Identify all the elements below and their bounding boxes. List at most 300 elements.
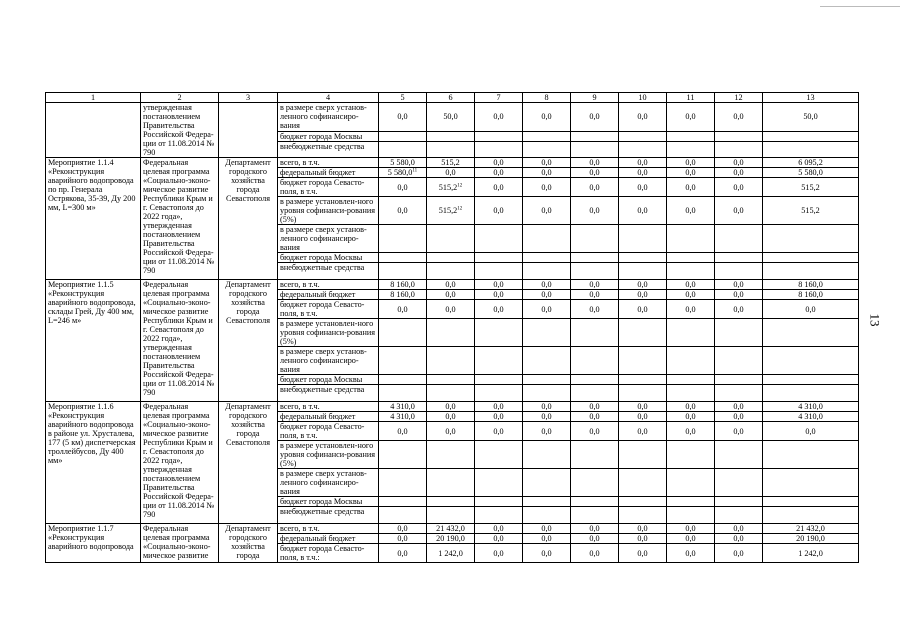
amount-value: 0,0 <box>541 206 552 215</box>
amount-value: 0,0 <box>493 412 504 421</box>
amount-cell <box>475 375 523 385</box>
amount-value: 6 095,2 <box>798 158 823 167</box>
amount-value: 0,0 <box>685 290 696 299</box>
amount-value: 0,0 <box>685 548 696 558</box>
amount-value: 20 190,0 <box>796 534 825 543</box>
program-name: Федеральная целевая программа «Социально-эконо-мическое развитие Республики Крым и г. Севастополя до 2022 года», утвержденная постановлением Правительства Российской Федера-ции от 11.08.2014 № 790 <box>141 158 219 280</box>
amount-cell <box>715 412 763 422</box>
amount-cell <box>379 544 427 563</box>
column-number: 9 <box>571 93 619 103</box>
amount-cell <box>619 197 667 225</box>
amount-cell <box>667 253 715 263</box>
amount-value: 0,0 <box>541 280 552 289</box>
amount-cell <box>427 280 475 290</box>
amount-cell <box>475 141 523 157</box>
amount-cell: 0,0 <box>475 103 523 132</box>
amount-cell <box>379 319 427 347</box>
m114-row <box>46 158 859 168</box>
amount-cell <box>379 225 427 253</box>
funding-source: федеральный бюджет <box>278 168 379 178</box>
amount-value: 0,0 <box>733 290 744 299</box>
amount-cell <box>523 375 571 385</box>
amount-cell <box>715 253 763 263</box>
amount-value: 0,0 <box>541 290 552 299</box>
amount-cell <box>619 141 667 157</box>
funding-source: внебюджетные средства <box>278 141 379 157</box>
amount-cell: 0,0 <box>379 103 427 132</box>
amount-cell <box>619 178 667 197</box>
amount-cell <box>523 197 571 225</box>
amount-cell <box>379 375 427 385</box>
column-number: 1 <box>46 93 141 103</box>
responsible-executor <box>219 103 278 158</box>
amount-value: 0,0 <box>493 182 504 192</box>
amount-cell <box>475 319 523 347</box>
amount-value: 0,0 <box>589 412 600 421</box>
responsible-executor: Департамент городского хозяйства города Севастополя <box>219 280 278 402</box>
amount-cell <box>667 178 715 197</box>
amount-cell <box>667 469 715 497</box>
amount-value: 0,0 <box>637 412 648 421</box>
funding-source: всего, в т.ч. <box>278 158 379 168</box>
amount-value: 0,0 <box>541 412 552 421</box>
amount-cell <box>619 280 667 290</box>
amount-cell <box>715 497 763 507</box>
amount-cell <box>523 524 571 534</box>
amount-value: 5 580,0 <box>387 168 413 177</box>
amount-cell <box>763 469 859 497</box>
amount-cell <box>763 375 859 385</box>
amount-value: 4 310,0 <box>798 412 823 421</box>
amount-cell <box>571 158 619 168</box>
amount-cell <box>571 280 619 290</box>
amount-value: 0,0 <box>541 524 552 533</box>
funding-source: федеральный бюджет <box>278 534 379 544</box>
amount-cell <box>379 131 427 141</box>
amount-value: 0,0 <box>397 182 408 192</box>
funding-source: бюджет города Севасто-поля, в т.ч. <box>278 178 379 197</box>
amount-cell <box>571 131 619 141</box>
amount-value: 0,0 <box>733 304 744 314</box>
amount-cell <box>619 507 667 524</box>
amount-cell <box>475 225 523 253</box>
amount-cell <box>619 385 667 402</box>
amount-cell <box>667 385 715 402</box>
column-number: 11 <box>667 93 715 103</box>
amount-value: 0,0 <box>493 290 504 299</box>
amount-cell <box>379 300 427 319</box>
funding-source: внебюджетные средства <box>278 263 379 280</box>
footnote-ref: 12 <box>457 206 463 212</box>
amount-cell <box>379 253 427 263</box>
m115-row <box>46 280 859 290</box>
amount-value: 0,0 <box>733 402 744 411</box>
amount-cell <box>427 178 475 197</box>
column-number: 7 <box>475 93 523 103</box>
amount-value: 0,0 <box>733 280 744 289</box>
amount-cell <box>523 141 571 157</box>
amount-value: 0,0 <box>637 426 648 436</box>
amount-cell <box>523 507 571 524</box>
amount-cell <box>523 319 571 347</box>
funding-table <box>45 92 859 563</box>
amount-cell <box>571 178 619 197</box>
amount-cell: 0,0 <box>571 103 619 132</box>
amount-value: 1 242,0 <box>798 548 823 558</box>
amount-value: 0,0 <box>493 524 504 533</box>
amount-cell <box>475 469 523 497</box>
amount-value: 8 160,0 <box>390 290 415 299</box>
amount-cell <box>379 402 427 412</box>
amount-cell <box>571 497 619 507</box>
amount-value: 0,0 <box>733 524 744 533</box>
amount-cell <box>475 441 523 469</box>
amount-cell <box>379 290 427 300</box>
amount-cell <box>475 544 523 563</box>
amount-value: 0,0 <box>685 304 696 314</box>
amount-cell <box>763 412 859 422</box>
amount-value: 0,0 <box>589 280 600 289</box>
amount-value: 0,0 <box>589 158 600 167</box>
amount-cell <box>763 290 859 300</box>
amount-value: 0,0 <box>685 402 696 411</box>
amount-cell <box>667 347 715 375</box>
amount-cell <box>667 168 715 178</box>
program-name: утвержденная постановлением Правительства Российской Федера-ции от 11.08.2014 № 790 <box>141 103 219 158</box>
amount-cell <box>763 225 859 253</box>
program-name: Федеральная целевая программа «Социально-эконо-мическое развитие Республики Крым и г. Севастополя до 2022 года», утвержденная постановлением Правительства Российской Федера-ции от 11.08.2014 № 790 <box>141 402 219 524</box>
amount-cell <box>523 441 571 469</box>
amount-cell <box>523 131 571 141</box>
amount-value: 0,0 <box>445 168 456 177</box>
amount-cell <box>379 524 427 534</box>
amount-value: 0,0 <box>397 304 408 314</box>
funding-source: внебюджетные средства <box>278 507 379 524</box>
amount-cell <box>763 385 859 402</box>
measure-name: Мероприятие 1.1.4 «Реконструкция аварийного водопровода по пр. Генерала Острякова, 35-39, Ду 200 мм, L=300 м» <box>46 158 141 280</box>
amount-value: 0,0 <box>589 426 600 436</box>
amount-cell <box>427 422 475 441</box>
amount-cell <box>667 497 715 507</box>
amount-value: 0,0 <box>493 534 504 543</box>
amount-cell <box>379 441 427 469</box>
amount-value: 0,0 <box>397 426 408 436</box>
amount-cell <box>571 507 619 524</box>
amount-cell <box>667 300 715 319</box>
amount-cell <box>763 253 859 263</box>
amount-cell <box>475 497 523 507</box>
amount-cell <box>667 290 715 300</box>
amount-value: 0,0 <box>445 402 456 411</box>
funding-source: бюджет города Москвы <box>278 497 379 507</box>
amount-value: 0,0 <box>493 158 504 167</box>
amount-cell <box>667 280 715 290</box>
amount-cell <box>571 544 619 563</box>
amount-value: 0,0 <box>637 280 648 289</box>
amount-cell <box>475 402 523 412</box>
amount-cell <box>619 263 667 280</box>
amount-value: 0,0 <box>541 158 552 167</box>
amount-value: 0,0 <box>397 524 408 533</box>
amount-value: 0,0 <box>397 534 408 543</box>
amount-cell <box>667 422 715 441</box>
amount-cell <box>619 422 667 441</box>
amount-cell <box>379 168 427 178</box>
amount-cell <box>619 497 667 507</box>
amount-cell <box>571 225 619 253</box>
amount-cell <box>475 524 523 534</box>
amount-cell <box>475 347 523 375</box>
amount-cell <box>523 263 571 280</box>
amount-cell <box>475 290 523 300</box>
amount-cell <box>715 402 763 412</box>
amount-cell <box>571 441 619 469</box>
amount-cell <box>715 347 763 375</box>
amount-cell <box>619 441 667 469</box>
amount-value: 0,0 <box>685 412 696 421</box>
amount-value: 0,0 <box>589 304 600 314</box>
amount-value: 0,0 <box>733 158 744 167</box>
amount-cell <box>379 263 427 280</box>
amount-cell <box>667 412 715 422</box>
column-number: 4 <box>278 93 379 103</box>
m116-row <box>46 402 859 412</box>
amount-cell <box>571 141 619 157</box>
amount-cell <box>667 524 715 534</box>
amount-cell <box>523 412 571 422</box>
amount-cell <box>379 280 427 290</box>
amount-value: 0,0 <box>589 182 600 192</box>
amount-cell <box>763 141 859 157</box>
amount-cell <box>619 347 667 375</box>
amount-value: 0,0 <box>805 426 816 436</box>
amount-cell <box>715 469 763 497</box>
amount-value: 0,0 <box>493 548 504 558</box>
amount-value: 0,0 <box>589 290 600 299</box>
amount-value: 0,0 <box>637 534 648 543</box>
amount-value: 20 190,0 <box>436 534 465 543</box>
amount-value: 0,0 <box>493 168 504 177</box>
amount-value: 4 310,0 <box>390 402 415 411</box>
m117-row <box>46 524 859 534</box>
amount-cell <box>715 524 763 534</box>
amount-value: 0,0 <box>589 548 600 558</box>
amount-value: 0,0 <box>493 402 504 411</box>
amount-value: 0,0 <box>685 524 696 533</box>
funding-source: всего, в т.ч. <box>278 524 379 534</box>
amount-cell <box>715 225 763 253</box>
amount-cell <box>715 441 763 469</box>
amount-cell <box>571 197 619 225</box>
amount-cell <box>763 347 859 375</box>
amount-cell <box>571 412 619 422</box>
funding-source: бюджет города Севасто-поля, в т.ч. <box>278 300 379 319</box>
amount-cell <box>379 534 427 544</box>
amount-cell <box>715 168 763 178</box>
amount-cell <box>667 141 715 157</box>
amount-cell <box>715 178 763 197</box>
amount-cell <box>523 385 571 402</box>
amount-value: 0,0 <box>685 280 696 289</box>
amount-cell <box>763 441 859 469</box>
amount-value: 0,0 <box>733 182 744 192</box>
amount-value: 0,0 <box>637 402 648 411</box>
amount-value: 0,0 <box>685 426 696 436</box>
amount-value: 0,0 <box>541 168 552 177</box>
measure-name: Мероприятие 1.1.5 «Реконструкция аварийного водопровода, склады Грей, Ду 400 мм, L=246 м» <box>46 280 141 402</box>
amount-cell <box>427 131 475 141</box>
amount-cell: 50,0 <box>427 103 475 132</box>
amount-value: 5 580,0 <box>390 158 415 167</box>
amount-cell <box>619 131 667 141</box>
amount-cell <box>427 141 475 157</box>
funding-source: в размере установлен-ного уровня софинанси-рования (5%) <box>278 441 379 469</box>
amount-cell <box>715 385 763 402</box>
amount-cell <box>475 507 523 524</box>
amount-value: 4 310,0 <box>798 402 823 411</box>
amount-value: 0,0 <box>733 412 744 421</box>
funding-source: бюджет города Москвы <box>278 375 379 385</box>
amount-cell <box>763 534 859 544</box>
funding-source: в размере сверх установ-ленного софинансиро-вания <box>278 225 379 253</box>
amount-cell <box>475 263 523 280</box>
amount-value: 5 580,0 <box>798 168 823 177</box>
amount-cell <box>427 263 475 280</box>
amount-cell <box>475 168 523 178</box>
amount-cell <box>667 319 715 347</box>
amount-value: 515,2 <box>438 182 458 192</box>
amount-cell <box>523 469 571 497</box>
funding-source: федеральный бюджет <box>278 412 379 422</box>
page-number: 13 <box>867 313 883 327</box>
amount-value: 0,0 <box>637 182 648 192</box>
measure-name: Мероприятие 1.1.7 «Реконструкция аварийного водопровода <box>46 524 141 563</box>
prev-row <box>46 103 859 132</box>
amount-cell <box>523 158 571 168</box>
amount-cell <box>619 158 667 168</box>
amount-value: 0,0 <box>733 426 744 436</box>
amount-cell <box>715 534 763 544</box>
funding-source: в размере установлен-ного уровня софинанси-рования (5%) <box>278 319 379 347</box>
amount-value: 0,0 <box>589 524 600 533</box>
amount-value: 0,0 <box>637 548 648 558</box>
amount-cell <box>475 385 523 402</box>
amount-cell: 0,0 <box>523 103 571 132</box>
funding-source: в размере сверх установ-ленного софинансиро-вания <box>278 469 379 497</box>
amount-cell <box>379 422 427 441</box>
amount-cell <box>427 402 475 412</box>
amount-value: 0,0 <box>637 168 648 177</box>
amount-cell <box>523 534 571 544</box>
amount-cell <box>523 544 571 563</box>
amount-cell <box>715 422 763 441</box>
amount-cell <box>379 347 427 375</box>
amount-cell <box>571 375 619 385</box>
amount-cell <box>667 225 715 253</box>
column-number: 8 <box>523 93 571 103</box>
amount-cell <box>571 290 619 300</box>
amount-cell <box>667 544 715 563</box>
amount-value: 0,0 <box>685 158 696 167</box>
amount-value: 0,0 <box>733 168 744 177</box>
amount-cell <box>571 524 619 534</box>
amount-cell <box>715 131 763 141</box>
amount-cell <box>379 385 427 402</box>
amount-cell <box>763 263 859 280</box>
amount-cell <box>571 168 619 178</box>
amount-cell <box>667 507 715 524</box>
amount-value: 0,0 <box>589 534 600 543</box>
amount-cell <box>571 300 619 319</box>
amount-cell <box>763 402 859 412</box>
header-row <box>46 93 859 103</box>
amount-cell <box>571 402 619 412</box>
amount-cell <box>523 168 571 178</box>
amount-cell <box>619 534 667 544</box>
amount-value: 0,0 <box>637 158 648 167</box>
amount-cell <box>427 441 475 469</box>
amount-cell <box>427 497 475 507</box>
funding-source: в размере сверх установ-ленного софинансиро-вания <box>278 347 379 375</box>
amount-value: 0,0 <box>493 280 504 289</box>
amount-cell <box>475 280 523 290</box>
amount-value: 515,2 <box>801 182 820 192</box>
measure-name-cont <box>46 103 141 158</box>
amount-cell <box>427 385 475 402</box>
amount-value: 0,0 <box>445 304 456 314</box>
amount-cell <box>571 319 619 347</box>
amount-value: 515,2 <box>441 158 460 167</box>
amount-cell <box>715 507 763 524</box>
amount-cell <box>475 253 523 263</box>
amount-cell <box>427 412 475 422</box>
amount-cell <box>475 412 523 422</box>
amount-value: 0,0 <box>637 524 648 533</box>
program-name: Федеральная целевая программа «Социально-эконо-мическое развитие Республики Крым и г. Севастополя до 2022 года», утвержденная постановлением Правительства Российской Федера-ции от 11.08.2014 № 790 <box>141 280 219 402</box>
amount-cell <box>715 263 763 280</box>
amount-value: 0,0 <box>685 534 696 543</box>
amount-cell <box>619 544 667 563</box>
responsible-executor: Департамент городского хозяйства города Севастополя <box>219 158 278 280</box>
amount-cell <box>763 507 859 524</box>
amount-cell <box>715 544 763 563</box>
amount-cell: 50,0 <box>763 103 859 132</box>
amount-cell <box>523 422 571 441</box>
program-name: Федеральная целевая программа «Социально-эконо-мическое развитие <box>141 524 219 563</box>
amount-cell <box>667 441 715 469</box>
column-number: 5 <box>379 93 427 103</box>
amount-cell <box>667 158 715 168</box>
amount-cell <box>523 300 571 319</box>
footnote-ref: 11 <box>412 168 418 174</box>
amount-value: 0,0 <box>733 206 744 215</box>
amount-value: 8 160,0 <box>798 290 823 299</box>
column-number: 13 <box>763 93 859 103</box>
amount-cell <box>619 168 667 178</box>
responsible-executor: Департамент городского хозяйства города <box>219 524 278 563</box>
amount-cell <box>427 469 475 497</box>
amount-value: 0,0 <box>541 426 552 436</box>
column-number: 3 <box>219 93 278 103</box>
amount-cell <box>427 507 475 524</box>
funding-source: бюджет города Москвы <box>278 253 379 263</box>
amount-value: 515,2 <box>801 206 820 215</box>
amount-value: 0,0 <box>541 304 552 314</box>
amount-value: 0,0 <box>685 206 696 215</box>
amount-cell <box>379 412 427 422</box>
funding-source: бюджет города Севасто-поля, в т.ч. <box>278 422 379 441</box>
amount-cell <box>427 534 475 544</box>
